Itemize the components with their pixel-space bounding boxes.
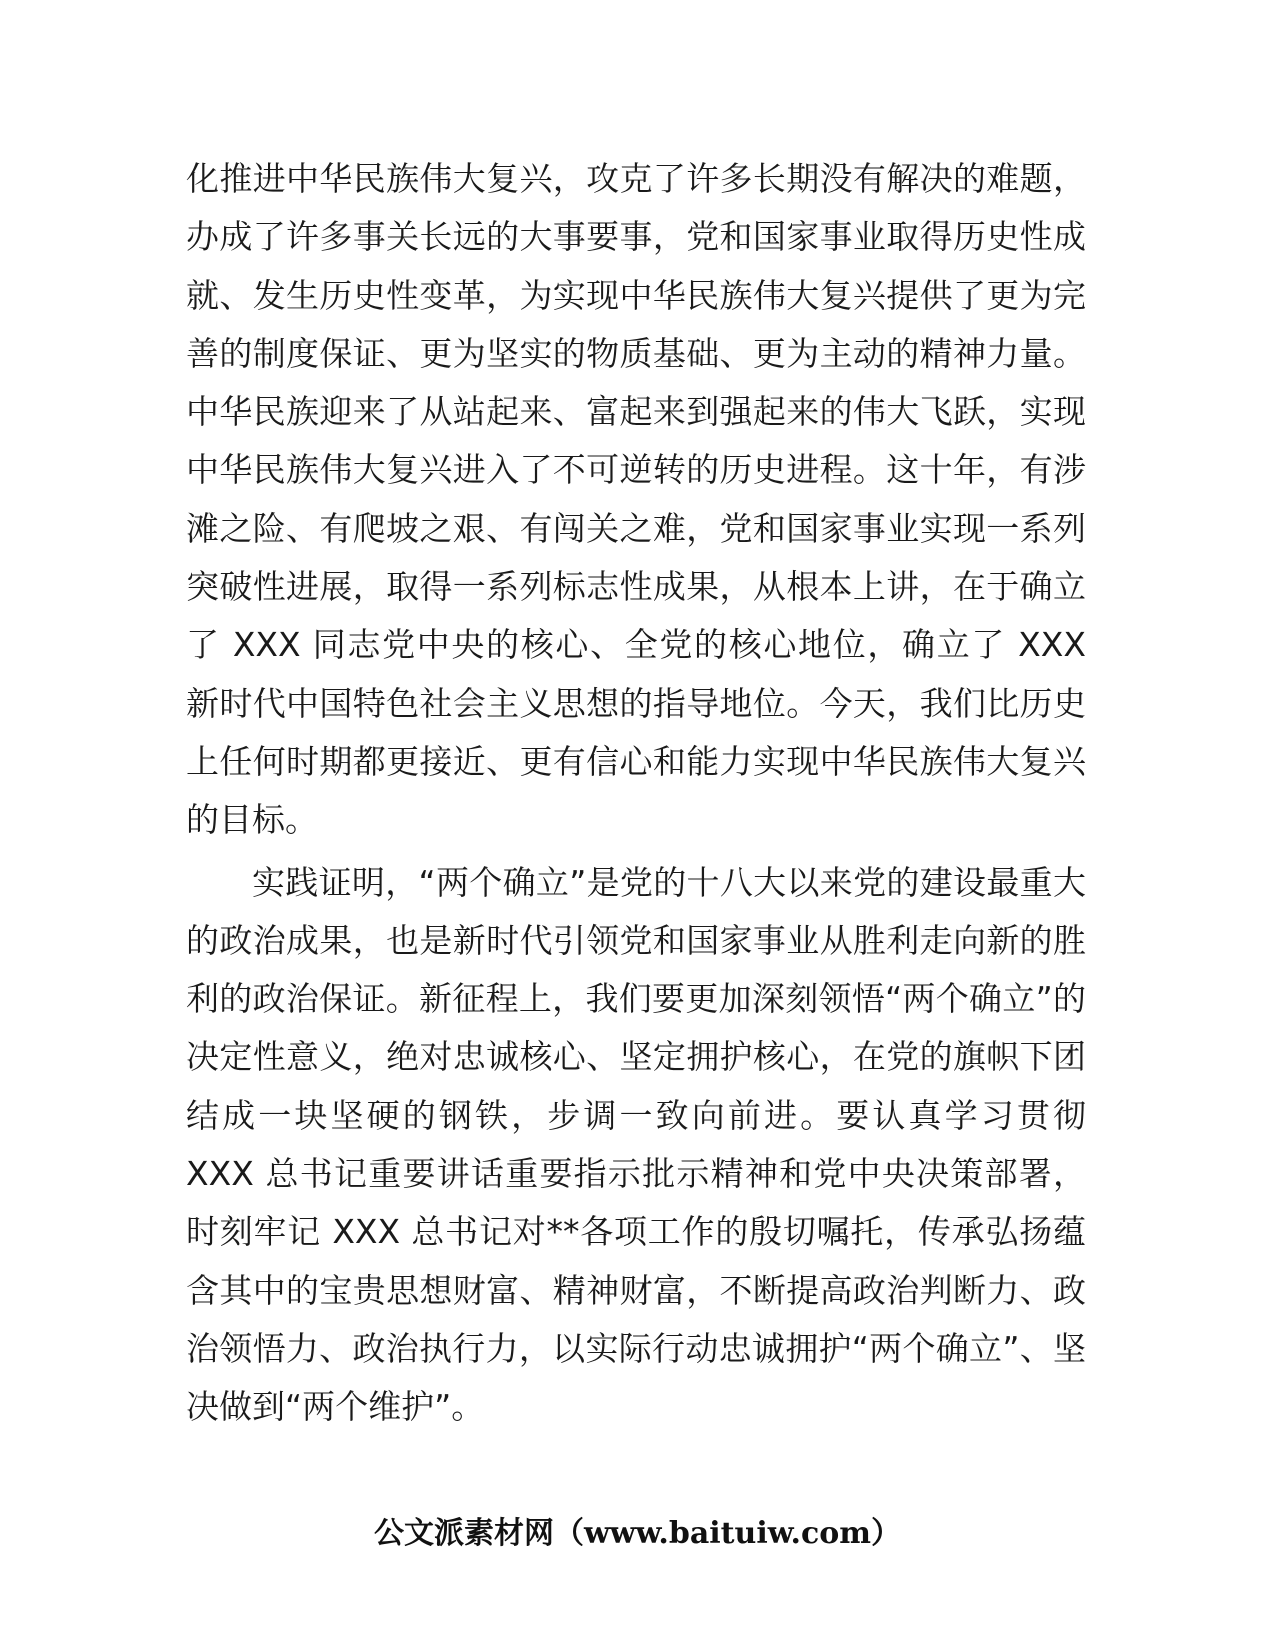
footer-source: 公文派素材网（www.baituiw.com） bbox=[373, 1516, 902, 1551]
paragraph-1: 化推进中华民族伟大复兴，攻克了许多长期没有解决的难题，办成了许多事关长远的大事要事，党和国家事业取得历史性成就、发生历史性变革，为实现中华民族伟大复兴提供了更为完善的制度保证、更为坚实的物质基础、更为主动的精神力量。中华民族迎来了从站起来、富起来到强起来的伟大飞跃，实现中华民族伟大复兴进入了不可逆转的历史进程。这十年，有涉滩之险、有爬坡之艰、有闯关之难，党和国家事业实现一系列突破性进展，取得一系列标志性成果，从根本上讲，在于确立了 XXX 同志党中央的核心、全党的核心地位，确立了 XXX 新时代中国特色社会主义思想的指导地位。今天，我们比历史上任何时期都更接近、更有信心和能力实现中华民族伟大复兴的目标。 bbox=[186, 159, 1086, 840]
paragraph-2: 实践证明，“两个确立”是党的十八大以来党的建设最重大的政治成果，也是新时代引领党和国家事业从胜利走向新的胜利的政治保证。新征程上，我们要更加深刻领悟“两个确立”的决定性意义，绝对忠诚核心、坚定拥护核心，在党的旗帜下团结成一块坚硬的钢铁，步调一致向前进。要认真学习贯彻 XXX 总书记重要讲话重要指示批示精神和党中央决策部署，时刻牢记 XXX 总书记对**各项工作的殷切嘱托，传承弘扬蕴含其中的宝贵思想财富、精神财富，不断提高政治判断力、政治领悟力、政治执行力，以实际行动忠诚拥护“两个确立”、坚决做到“两个维护”。 bbox=[186, 862, 1086, 1427]
document-body bbox=[186, 150, 1086, 1437]
